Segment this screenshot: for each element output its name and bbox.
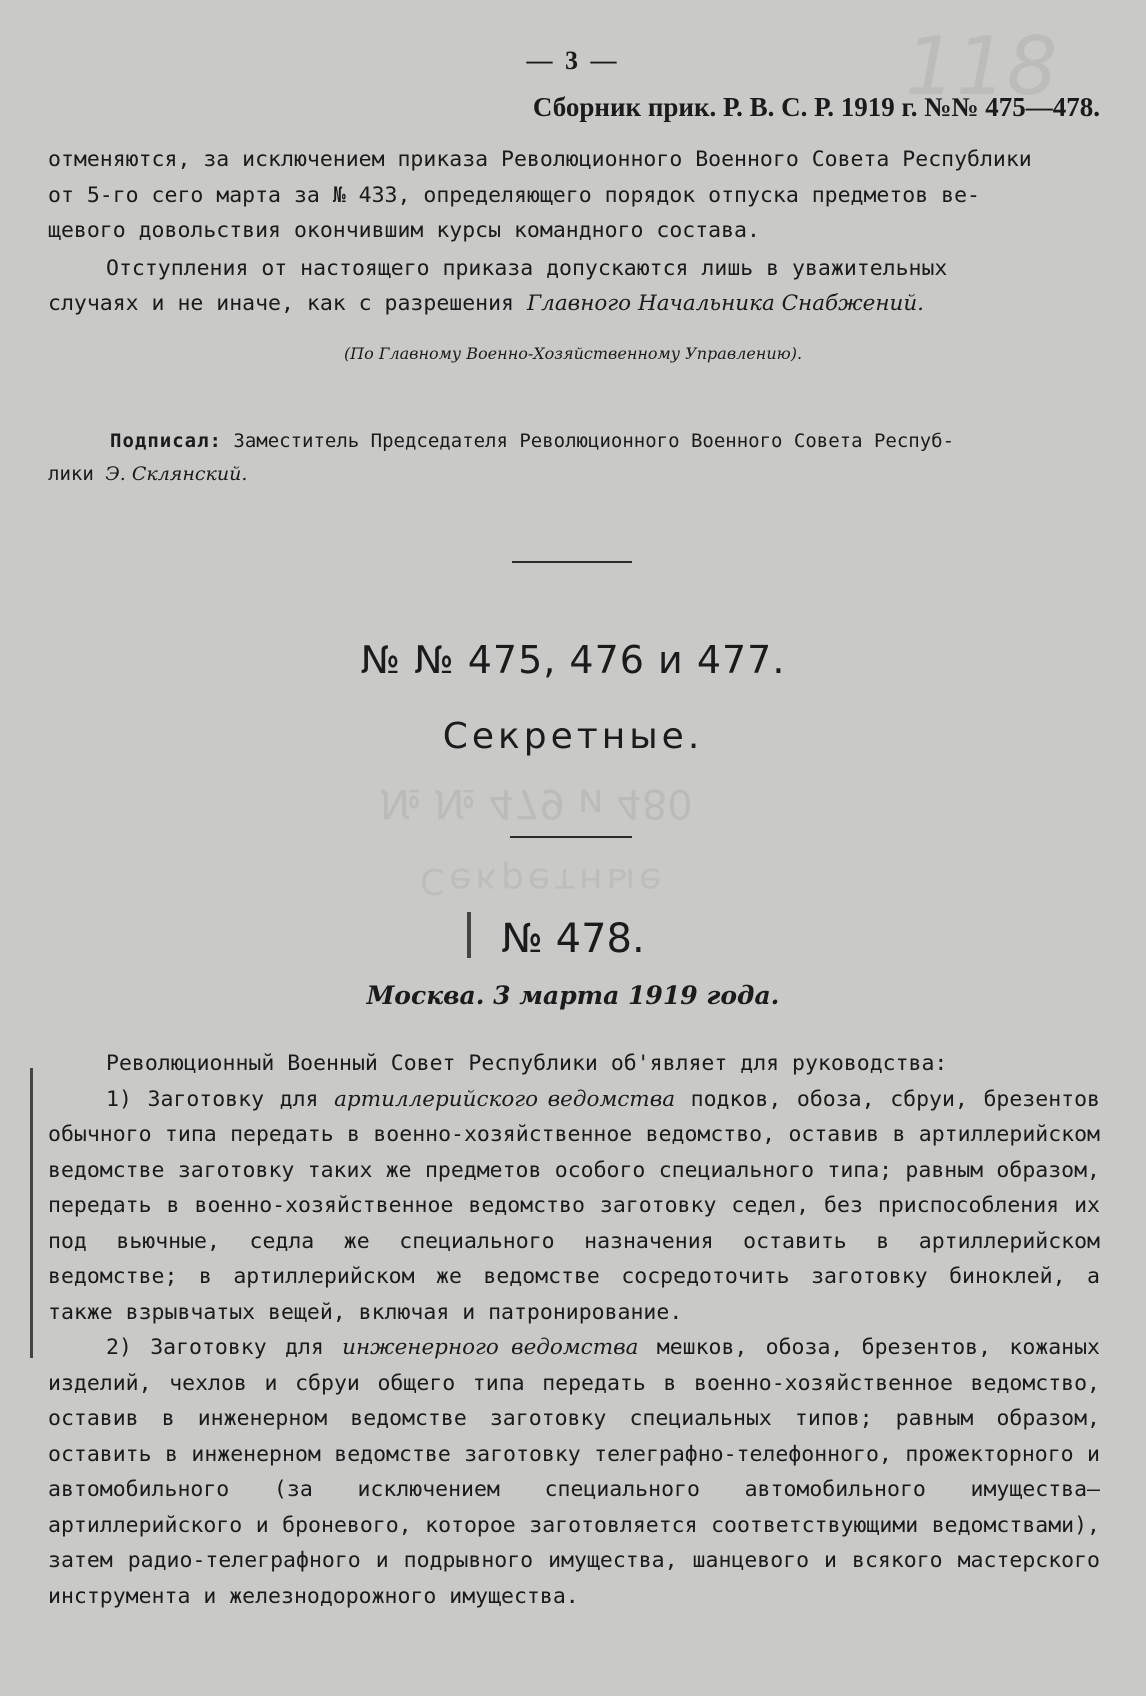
previous-order-tail	[48, 142, 1100, 322]
place-date: Москва. 3 марта 1919 года.	[366, 981, 780, 1010]
text-span: 1) Заготовку для	[106, 1086, 335, 1112]
margin-bracket	[30, 1068, 33, 1358]
running-head: Сборник прик. Р. В. С. Р. 1919 г. №№ 475—478.	[532, 92, 1100, 122]
paragraph	[48, 286, 1100, 322]
italic-text: артиллерийского ведомства	[334, 1086, 676, 1112]
signed-text: лики	[48, 463, 106, 485]
italic-text: инженерного ведомства	[342, 1335, 639, 1360]
signed-label: Подписал:	[110, 430, 222, 452]
paragraph-2	[48, 1330, 1100, 1614]
order-478-body	[48, 1046, 1100, 1614]
text-line: Отступления от настоящего приказа допускаются лишь в уважительных	[106, 255, 948, 281]
source-note: (По Главному Военно-Хозяйственному Управлению).	[343, 344, 803, 363]
handwritten-mark: 118	[905, 20, 1058, 113]
signatory-name: Э. Склянский.	[105, 463, 248, 485]
text-line: от 5-го сего марта за № 433, определяющего порядок отпуска предметов ве-	[48, 182, 980, 208]
paragraph	[48, 251, 1100, 287]
signature-block	[48, 425, 1100, 491]
text-span: 2) Заготовку для	[106, 1335, 343, 1360]
divider	[512, 561, 632, 563]
secret-order-numbers: № № 475, 476 и 477.	[360, 638, 786, 682]
divider	[510, 836, 632, 838]
text-span: подков, обоза, сбруи, брезентов обычного типа передать в военно-хозяйственное ведомство, оставив в артиллерийском ведомстве заготовку таких же предметов особого специального типа; равным образом, передать в военно-хозяйственное ведомство заготовку седел, без приспособления их под вьючные, седла же специального назначения оставить в артиллерийском ведомстве; в артиллерийском же ведомстве сосредоточить заготовку биноклей, а также взрывчатых вещей, включая и патронирование.	[48, 1086, 1100, 1325]
order-number: № 478.	[501, 916, 645, 962]
page-number: — 3 —	[526, 46, 620, 75]
signed-text: Заместитель Председателя Революционного Военного Совета Респуб-	[221, 430, 955, 452]
intro-paragraph: Революционный Военный Совет Республики об'являет для руководства:	[106, 1051, 948, 1076]
text-line: отменяются, за исключением приказа Революционного Военного Совета Республики	[48, 147, 1032, 172]
bleed-through-text: № № 479 и 480	[380, 780, 693, 826]
secret-label: Секретные.	[442, 716, 704, 757]
text-line: щевого довольствия окончившим курсы командного состава.	[48, 218, 760, 243]
text-span: случаях и не иначе, как с разрешения	[48, 291, 527, 316]
text-span: мешков, обоза, брезентов, кожаных изделий, чехлов и сбруи общего типа передать в военно-хозяйственное ведомство, оставив в инженерном ведомстве заготовку специальных типов; равным образом, оставить в инженерном ведомстве заготовку телеграфно-телефонного, прожекторного и автомобильного (за исключением специального автомобильного имущества—артиллерийского и броневого, которое заготовляется соответствующими ведомствами), затем радио-телеграфного и подрывного имущества, шанцевого и всякого мастерского инструмента и железнодорожного имущества.	[48, 1335, 1100, 1609]
italic-text: Главного Начальника Снабжений.	[526, 291, 925, 316]
bleed-through-text: Секретные	[420, 860, 666, 901]
paragraph-1	[48, 1082, 1100, 1331]
